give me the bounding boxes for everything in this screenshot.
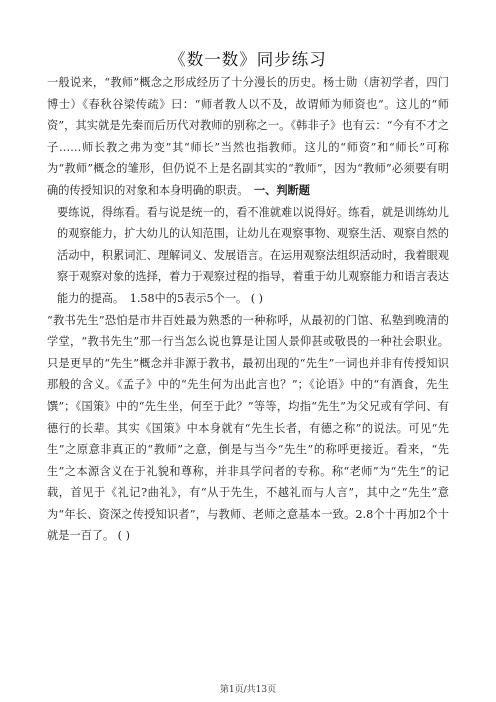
page-footer: 第1页/共13页: [219, 685, 277, 695]
document-body: [47, 72, 449, 547]
teacher-history-paragraph: [47, 310, 449, 548]
question-2: 2.8个十再加2个十就是一百了。 ( ): [47, 507, 449, 543]
question-1: 1.58中的5表示5个一。 ( ): [129, 291, 264, 305]
section-heading: 一、判断题: [253, 182, 310, 197]
intro-paragraph-text: 一般说来，“教师”概念之形成经历了十分漫长的历史。杨士勋（唐初学者，四门博士）《春秋谷梁传疏》曰：“师者教人以不及，故谓师为师资也”。这儿的“师资”，其实就是先秦而后历代对教师的别称之一。《韩非子》也有云：“今有不才之子……师长教之弗为变”其“师长”当然也指教师。这儿的“师资”和“师长”可称为“教师”概念的雏形，但仍说不上是名副其实的“教师”，因为“教师”必须要有明确的传授知识的对象和本身明确的职责。: [47, 76, 449, 197]
teacher-history-paragraph-text: “教书先生”恐怕是市井百姓最为熟悉的一种称呼，从最初的门馆、私塾到晚清的学堂，“教书先生”那一行当怎么说也算是让国人景仰甚或敬畏的一种社会职业。只是更早的“先生”概念并非源于教书，最初出现的“先生”一词也并非有传授知识那般的含义。《孟子》中的“先生何为出此言也？”；《论语》中的“有酒食，先生馔”；《国策》中的“先生坐，何至于此？”等等，均指“先生”为父兄或有学问、有德行的长辈。其实《国策》中本身就有“先生长者，有德之称”的说法。可见“先生”之原意非真正的“教师”之意，倒是与当今“先生”的称呼更接近。看来，“先生”之本源含义在于礼貌和尊称，并非具学问者的专称。称“老师”为“先生”的记载，首见于《礼记?曲礼》，有“从于先生，不越礼而与人言”，其中之“先生”意为“年长、资深之传授知识者”，与教师、老师之意基本一致。: [47, 313, 449, 521]
intro-paragraph: [47, 72, 449, 202]
observation-paragraph-text: 要练说，得练看。看与说是统一的，看不准就难以说得好。练看，就是训练幼儿的观察能力，扩大幼儿的认知范围，让幼儿在观察事物、观察生活、观察自然的活动中，积累词汇、理解词义、发展语言。在运用观察法组织活动时，我着眼观察于观察对象的选择，着力于观察过程的指导，着重于幼儿观察能力和语言表达能力的提高。: [57, 205, 449, 305]
observation-paragraph: [47, 202, 449, 310]
document-title: 《数一数》同步练习: [169, 50, 327, 69]
